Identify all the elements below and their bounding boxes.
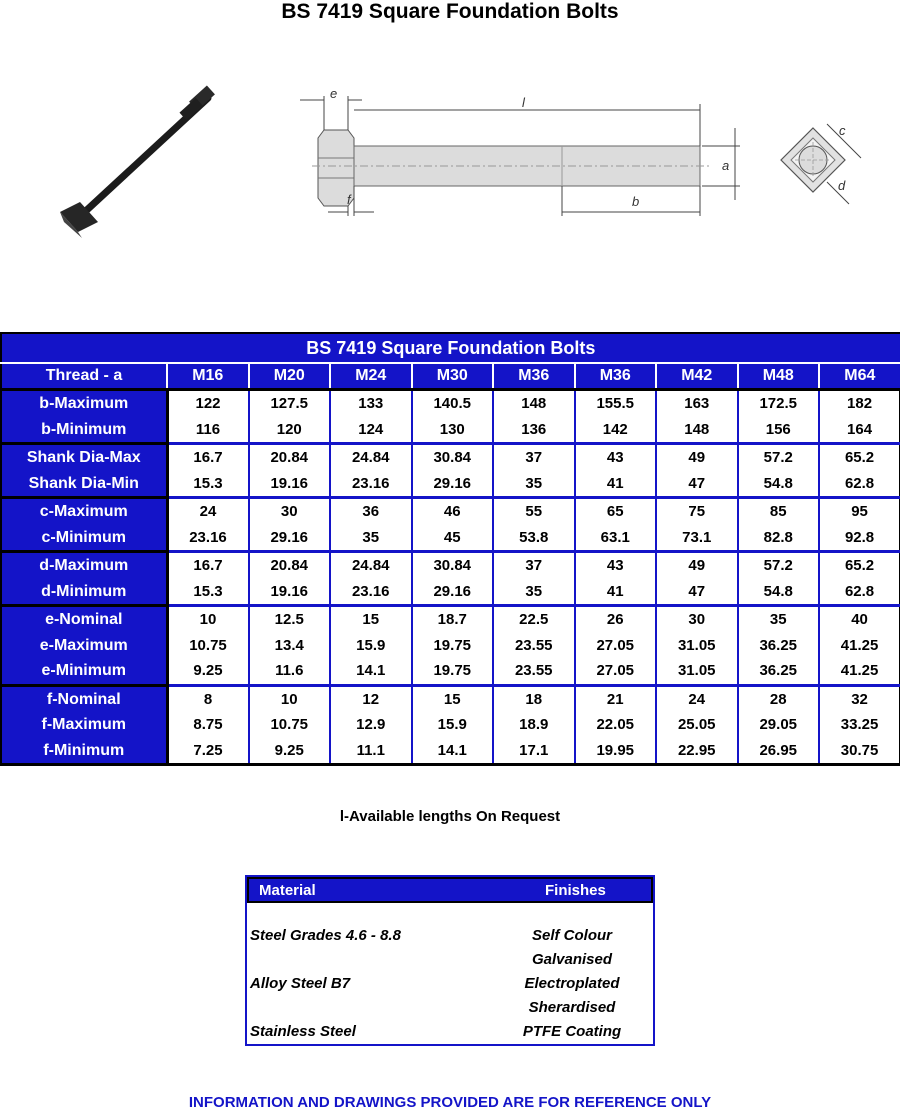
label-c: c: [839, 123, 846, 138]
value-cell: [575, 552, 657, 606]
finish-item: Sherardised: [528, 999, 616, 1016]
table-value: 23.16: [351, 582, 390, 600]
row-label: b-Maximum: [39, 395, 129, 412]
size-header: M64: [819, 363, 900, 390]
table-value: 15.9: [356, 636, 386, 654]
table-value: 62.8: [844, 582, 875, 600]
value-cell: [738, 552, 820, 606]
size-header: M36: [493, 363, 575, 390]
row-label: e-Nominal: [45, 611, 123, 628]
table-value: 120: [276, 420, 302, 438]
table-value: 17.1: [519, 741, 549, 759]
table-value: 35: [525, 474, 543, 492]
row-label-cell: [1, 606, 167, 686]
label-l: l: [522, 95, 525, 110]
table-value: 57.2: [763, 557, 793, 574]
table-value: 116: [195, 420, 221, 438]
value-cell: [656, 390, 738, 444]
table-value: 41: [606, 474, 624, 492]
table-value: 155.5: [596, 395, 635, 412]
value-cell: [167, 390, 249, 444]
table-value: 12.5: [274, 611, 304, 628]
table-value: 23.55: [514, 636, 553, 654]
finish-item: PTFE Coating: [522, 1023, 622, 1040]
table-value: 33.25: [840, 716, 879, 733]
table-value: 16.7: [193, 557, 223, 574]
table-value: 28: [769, 690, 787, 708]
table-value: 19.75: [433, 662, 472, 679]
value-cell: [656, 685, 738, 765]
table-value: 30.84: [433, 449, 472, 466]
table-value: 47: [688, 474, 706, 492]
table-value: 18.7: [437, 611, 467, 628]
table-row-group: [1, 498, 900, 552]
table-row-group: [1, 390, 900, 444]
table-value: 9.25: [274, 741, 304, 759]
table-value: 16.7: [193, 449, 223, 466]
table-value: 43: [606, 557, 624, 574]
table-value: 10.75: [189, 636, 227, 654]
row-label: f-Maximum: [41, 716, 126, 733]
value-cell: [493, 685, 575, 765]
table-value: 22.95: [677, 741, 716, 759]
value-cell: [819, 390, 900, 444]
table-value: 14.1: [437, 741, 467, 759]
table-value: 15.3: [193, 582, 223, 600]
row-label: b-Minimum: [41, 420, 127, 438]
size-header: M24: [330, 363, 412, 390]
value-cell: [330, 444, 412, 498]
value-cell: [330, 606, 412, 686]
value-cell: [412, 390, 494, 444]
table-value: 54.8: [763, 474, 793, 492]
value-cell: [575, 685, 657, 765]
table-value: 142: [602, 420, 628, 438]
finishes-list: [477, 927, 667, 1047]
table-value: 148: [521, 395, 547, 412]
value-cell: [412, 606, 494, 686]
table-value: 22.05: [596, 716, 635, 733]
table-value: 37: [525, 449, 543, 466]
value-cell: [249, 685, 331, 765]
table-value: 36.25: [759, 636, 798, 654]
table-value: 26.95: [759, 741, 798, 759]
table-value: 41.25: [840, 662, 879, 679]
value-cell: [819, 552, 900, 606]
value-cell: [738, 685, 820, 765]
table-value: 27.05: [596, 662, 635, 679]
label-d: d: [838, 178, 846, 193]
size-header: M48: [738, 363, 820, 390]
value-cell: [819, 444, 900, 498]
table-value: 30: [280, 503, 298, 520]
table-value: 26: [606, 611, 624, 628]
row-label: Shank Dia-Max: [26, 449, 141, 466]
row-label: c-Maximum: [39, 503, 128, 520]
value-cell: [330, 390, 412, 444]
table-value: 73.1: [682, 528, 712, 546]
value-cell: [330, 498, 412, 552]
table-row-group: [1, 444, 900, 498]
table-value: 8: [203, 690, 213, 708]
table-value: 136: [521, 420, 547, 438]
table-value: 15: [443, 690, 461, 708]
table-value: 156: [765, 420, 791, 438]
row-label: f-Nominal: [46, 690, 121, 708]
bolt-photo: [40, 80, 230, 245]
table-value: 164: [847, 420, 873, 438]
value-cell: [493, 390, 575, 444]
table-value: 9.25: [193, 662, 223, 679]
table-value: 29.05: [759, 716, 798, 733]
table-value: 35: [525, 582, 543, 600]
value-cell: [656, 552, 738, 606]
materials-header-bar: [247, 877, 653, 903]
table-value: 13.4: [274, 636, 304, 654]
value-cell: [249, 390, 331, 444]
row-label-cell: [1, 552, 167, 606]
table-value: 24: [688, 690, 706, 708]
table-value: 25.05: [677, 716, 716, 733]
table-value: 41.25: [840, 636, 879, 654]
value-cell: [575, 444, 657, 498]
table-value: 19.16: [270, 474, 309, 492]
table-value: 21: [606, 690, 624, 708]
value-cell: [167, 606, 249, 686]
table-value: 14.1: [356, 662, 386, 679]
table-value: 130: [439, 420, 465, 438]
table-value: 23.16: [189, 528, 227, 546]
table-value: 22.5: [519, 611, 549, 628]
table-value: 29.16: [270, 528, 309, 546]
table-value: 15.9: [437, 716, 467, 733]
table-value: 36.25: [759, 662, 798, 679]
table-row-group: [1, 685, 900, 765]
row-label: e-Minimum: [41, 662, 126, 679]
table-value: 65: [606, 503, 624, 520]
value-cell: [412, 444, 494, 498]
disclaimer-footer: INFORMATION AND DRAWINGS PROVIDED ARE FOR REFERENCE ONLY: [188, 1094, 712, 1111]
value-cell: [738, 444, 820, 498]
value-cell: [167, 498, 249, 552]
table-value: 124: [358, 420, 384, 438]
table-value: 24.84: [351, 557, 390, 574]
value-cell: [819, 498, 900, 552]
table-row-group: [1, 552, 900, 606]
row-label-cell: [1, 444, 167, 498]
table-value: 15.3: [193, 474, 223, 492]
value-cell: [249, 552, 331, 606]
table-value: 32: [851, 690, 868, 708]
table-value: 30.75: [840, 741, 879, 759]
table-value: 37: [525, 557, 543, 574]
size-header: M30: [412, 363, 494, 390]
table-value: 45: [443, 528, 461, 546]
row-label: d-Maximum: [39, 557, 129, 574]
row-label-cell: [1, 498, 167, 552]
value-cell: [819, 606, 900, 686]
value-cell: [656, 498, 738, 552]
table-value: 172.5: [759, 395, 798, 412]
table-value: 8.75: [193, 716, 223, 733]
value-cell: [656, 606, 738, 686]
table-value: 12: [362, 690, 380, 708]
row-label: e-Maximum: [39, 636, 128, 654]
table-value: 54.8: [763, 582, 793, 600]
table-value: 75: [688, 503, 706, 520]
material-item: Steel Grades 4.6 - 8.8: [250, 927, 401, 944]
value-cell: [493, 498, 575, 552]
table-value: 65.2: [844, 449, 875, 466]
lengths-note: l-Available lengths On Request: [339, 808, 561, 825]
value-cell: [167, 444, 249, 498]
table-value: 65.2: [844, 557, 875, 574]
bolt-end-view-drawing: [775, 118, 870, 213]
table-value: 57.2: [763, 449, 793, 466]
table-value: 35: [362, 528, 380, 546]
table-value: 20.84: [270, 557, 309, 574]
row-label: d-Minimum: [41, 582, 127, 600]
table-value: 19.16: [270, 582, 309, 600]
value-cell: [575, 498, 657, 552]
table-value: 19.95: [596, 741, 635, 759]
table-value: 46: [443, 503, 461, 520]
table-value: 92.8: [844, 528, 875, 546]
table-value: 30.84: [433, 557, 472, 574]
bolt-dimension-drawing: [292, 88, 752, 223]
value-cell: [493, 552, 575, 606]
table-value: 7.25: [193, 741, 223, 759]
label-f: f: [347, 192, 351, 207]
table-value: 12.9: [356, 716, 386, 733]
value-cell: [330, 685, 412, 765]
table-value: 133: [358, 395, 384, 412]
page-title: BS 7419 Square Foundation Bolts: [281, 0, 619, 23]
value-cell: [738, 498, 820, 552]
table-value: 18: [525, 690, 543, 708]
value-cell: [249, 498, 331, 552]
finish-item: Self Colour: [531, 927, 612, 944]
row-label-cell: [1, 685, 167, 765]
specification-table: [0, 332, 900, 766]
table-value: 127.5: [270, 395, 309, 412]
label-b: b: [632, 194, 640, 209]
finishes-header: Finishes: [545, 882, 606, 899]
table-value: 182: [847, 395, 873, 412]
table-value: 29.16: [433, 582, 472, 600]
table-value: 11.6: [275, 662, 304, 679]
table-value: 18.9: [519, 716, 549, 733]
value-cell: [738, 390, 820, 444]
row-label: Shank Dia-Min: [28, 474, 139, 492]
size-header: M16: [167, 363, 249, 390]
table-value: 30: [688, 611, 706, 628]
value-cell: [412, 498, 494, 552]
row-label: f-Minimum: [43, 741, 125, 759]
table-value: 82.8: [763, 528, 793, 546]
table-value: 31.05: [677, 636, 716, 654]
table-value: 41: [606, 582, 624, 600]
value-cell: [330, 552, 412, 606]
value-cell: [738, 606, 820, 686]
table-value: 47: [688, 582, 706, 600]
finish-item: Electroplated: [524, 975, 620, 992]
value-cell: [819, 685, 900, 765]
table-value: 35: [769, 611, 787, 628]
table-value: 43: [606, 449, 624, 466]
table-caption: BS 7419 Square Foundation Bolts: [1, 333, 900, 363]
materials-finishes-box: [245, 875, 655, 1046]
table-value: 49: [688, 449, 706, 466]
value-cell: [656, 444, 738, 498]
table-value: 31.05: [677, 662, 716, 679]
table-row-group: [1, 606, 900, 686]
label-a: a: [722, 158, 730, 173]
table-value: 24: [199, 503, 217, 520]
table-value: 95: [851, 503, 868, 520]
table-value: 11.1: [356, 741, 385, 759]
table-value: 40: [851, 611, 868, 628]
table-value: 19.75: [433, 636, 472, 654]
table-value: 140.5: [433, 395, 472, 412]
value-cell: [249, 606, 331, 686]
value-cell: [575, 390, 657, 444]
thread-header: Thread - a: [1, 363, 167, 390]
table-value: 27.05: [596, 636, 635, 654]
table-value: 10.75: [270, 716, 309, 733]
finish-item: Galvanised: [531, 951, 613, 968]
value-cell: [167, 552, 249, 606]
table-value: 53.8: [519, 528, 549, 546]
size-header: M36: [575, 363, 657, 390]
table-value: 23.16: [351, 474, 390, 492]
row-label: c-Minimum: [41, 528, 126, 546]
table-value: 15: [362, 611, 380, 628]
table-value: 24.84: [351, 449, 390, 466]
table-value: 23.55: [514, 662, 553, 679]
label-e: e: [330, 88, 338, 101]
value-cell: [412, 552, 494, 606]
table-value: 85: [769, 503, 787, 520]
size-header: M42: [656, 363, 738, 390]
material-item: Alloy Steel B7: [250, 975, 351, 992]
table-value: 20.84: [270, 449, 309, 466]
table-value: 10: [199, 611, 217, 628]
table-value: 148: [684, 420, 710, 438]
row-label-cell: [1, 390, 167, 444]
materials-list: [250, 927, 450, 1047]
table-value: 122: [195, 395, 221, 412]
table-value: 10: [280, 690, 298, 708]
value-cell: [412, 685, 494, 765]
table-value: 163: [684, 395, 710, 412]
table-value: 63.1: [600, 528, 630, 546]
material-item: Stainless Steel: [250, 1023, 356, 1040]
value-cell: [167, 685, 249, 765]
table-value: 55: [525, 503, 543, 520]
table-value: 62.8: [844, 474, 875, 492]
material-header: Material: [259, 882, 316, 899]
value-cell: [493, 606, 575, 686]
table-value: 36: [362, 503, 380, 520]
value-cell: [493, 444, 575, 498]
size-header: M20: [249, 363, 331, 390]
table-value: 49: [688, 557, 706, 574]
value-cell: [575, 606, 657, 686]
value-cell: [249, 444, 331, 498]
table-value: 29.16: [433, 474, 472, 492]
